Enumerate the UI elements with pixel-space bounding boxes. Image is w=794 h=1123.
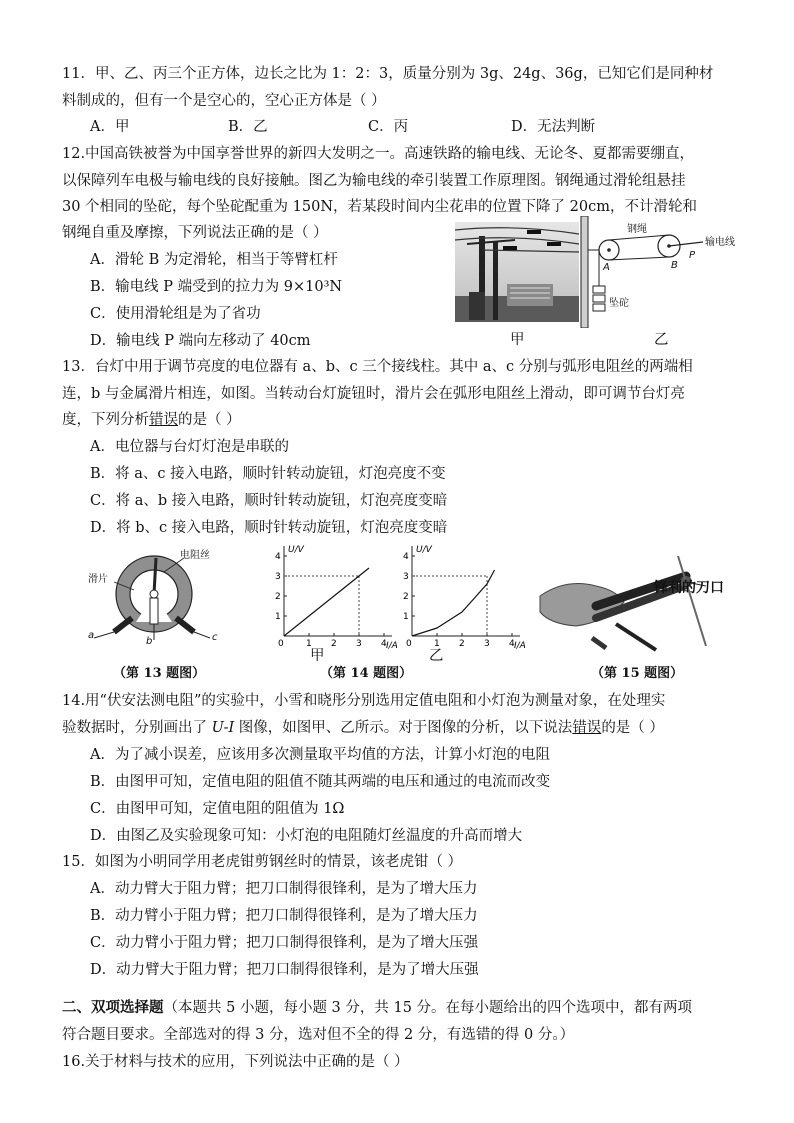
q12-photo-figure xyxy=(455,222,579,322)
x-axis-label: I/A xyxy=(514,641,526,651)
q14-option-d: D．由图乙及实验现象可知：小灯泡的电阻随灯丝温度的升高而增大 xyxy=(90,828,523,844)
q12-label-rope: 钢绳 xyxy=(627,224,647,235)
q12-fig-jia-label: 甲 xyxy=(510,332,525,348)
x-tick-label: 2 xyxy=(331,639,337,649)
q12-label-weight: 坠砣 xyxy=(609,298,629,309)
q14-fig-jia-label: 甲 xyxy=(310,648,325,664)
y-axis-label: U/V xyxy=(288,545,304,555)
q15-stem: 15．如图为小明同学用老虎钳剪钢丝时的情景，该老虎钳（ ） xyxy=(62,854,463,870)
y-tick-label: 1 xyxy=(403,612,409,622)
q11-option-d: D．无法判断 xyxy=(511,119,596,135)
q14-stem-2-mid: 图像，如图甲、乙所示。对于图像的分析，以下说法 xyxy=(234,720,573,736)
y-tick-label: 3 xyxy=(275,572,281,582)
q11-stem-2: 料制成的，但有一个是空心的，空心正方体是（ ） xyxy=(62,93,386,109)
q13-caption: （第 13 题图） xyxy=(113,666,206,681)
q14-option-c: C．由图甲可知，定值电阻的阻值为 1Ω xyxy=(90,801,345,817)
q13-option-b: B．将 a、c 接入电路，顺时针转动旋钮，灯泡亮度不变 xyxy=(90,466,446,482)
q13-stem-3-pre: 度，下列分析 xyxy=(62,412,149,428)
y-tick-label: 1 xyxy=(275,612,281,622)
x-tick-label: 3 xyxy=(484,639,490,649)
q13-label-slider: 滑片 xyxy=(88,574,108,585)
q11-option-a: A．甲 xyxy=(90,119,130,135)
q15-option-c: C．动力臂小于阻力臂；把刀口制得很锋利，是为了增大压强 xyxy=(90,935,479,951)
x-tick-label: 4 xyxy=(381,639,387,649)
origin-label: 0 xyxy=(278,639,284,649)
q12-option-c: C．使用滑轮组是为了省功 xyxy=(90,306,261,322)
q13-stem-1: 13．台灯中用于调节亮度的电位器有 a、b、c 三个接线柱。其中 a、c 分别与弧形电阻丝的两端相 xyxy=(62,359,693,375)
y-tick-label: 4 xyxy=(275,552,281,562)
q15-option-a: A．动力臂大于阻力臂；把刀口制得很锋利，是为了增大压力 xyxy=(90,881,478,897)
q12-stem-4: 钢绳自重及摩擦，下列说法正确的是（ ） xyxy=(62,225,328,241)
q15-caption: （第 15 题图） xyxy=(591,666,684,681)
y-tick-label: 2 xyxy=(403,592,409,602)
q14-caption: （第 14 题图） xyxy=(320,666,413,681)
y-axis-label: U/V xyxy=(416,545,432,555)
q12-pulley-diagram xyxy=(579,216,744,328)
q13-stem-2: 连，b 与金属滑片相连，如图。当转动台灯旋钮时，滑片会在弧形电阻丝上滑动，即可调节台灯亮 xyxy=(62,386,685,402)
x-tick-label: 1 xyxy=(306,639,312,649)
q13-stem-3-post: 的是（ ） xyxy=(178,412,241,428)
q14-stem-1: 14.用“伏安法测电阻”的实验中，小雪和晓彤分别选用定值电阻和小灯泡为测量对象，在处理实 xyxy=(62,693,666,709)
section2-heading xyxy=(62,998,692,1018)
q13-potentiometer-diagram xyxy=(84,548,234,648)
q12-label-p: P xyxy=(689,250,696,261)
q13-option-d: D．将 b、c 接入电路，顺时针转动旋钮，灯泡亮度变暗 xyxy=(90,520,448,536)
q12-stem-2: 以保障列车电极与输电线的良好接触。图乙为输电线的牵引装置工作原理图。钢绳通过滑轮组悬挂 xyxy=(62,173,686,189)
q14-stem-2-pre: 验数据时，分别画出了 xyxy=(62,720,212,736)
x-tick-label: 2 xyxy=(459,639,465,649)
q15-pliers-photo xyxy=(536,556,736,656)
y-tick-label: 2 xyxy=(275,592,281,602)
q12-fig-yi-label: 乙 xyxy=(654,332,669,348)
q15-option-d: D．动力臂大于阻力臂；把刀口制得很锋利，是为了增大压强 xyxy=(90,962,479,978)
q13-label-c: c xyxy=(212,632,218,643)
section2-instructions-2: 符合题目要求。全部选对的得 3 分，选对但不全的得 2 分，有选错的得 0 分。） xyxy=(62,1027,575,1043)
q12-option-b: B．输电线 P 端受到的拉力为 9×10³N xyxy=(90,279,343,295)
q12-stem-3: 30 个相同的坠砣，每个坠砣配重为 150N，若某段时间内尘花串的位置下降了 20cm，不计滑轮和 xyxy=(62,199,697,215)
q12-option-a: A．滑轮 B 为定滑轮，相当于等臂杠杆 xyxy=(90,252,338,268)
q14-stem-2-underline: 错误 xyxy=(572,720,602,736)
q12-stem-1: 12.中国高铁被誉为中国享誉世界的新四大发明之一。高速铁路的输电线、无论冬、夏都需要绷直， xyxy=(62,146,695,162)
q14-stem-2-post: 的是（ ） xyxy=(601,720,664,736)
q12-label-wire: 输电线 xyxy=(705,237,735,248)
x-axis-label: I/A xyxy=(386,641,398,651)
y-tick-label: 4 xyxy=(403,552,409,562)
series-line xyxy=(412,570,495,636)
q14-stem-2-italic: U-I xyxy=(211,720,235,736)
q12-label-b: B xyxy=(671,260,678,271)
q14-option-a: A．为了减小误差，应该用多次测量取平均值的方法，计算小灯泡的电阻 xyxy=(90,747,550,763)
q12-option-d: D．输电线 P 端向左移动了 40cm xyxy=(90,333,311,349)
q13-stem-3 xyxy=(62,410,241,430)
section2-instructions-1: （本题共 5 小题，每小题 3 分，共 15 分。在每小题给出的四个选项中，都有两项 xyxy=(163,1000,693,1016)
q13-option-a: A．电位器与台灯灯泡是串联的 xyxy=(90,439,289,455)
q15-option-b: B．动力臂小于阻力臂；把刀口制得很锋利，是为了增大压力 xyxy=(90,908,478,924)
q11-option-b: B．乙 xyxy=(228,119,268,135)
q14-chart-jia xyxy=(266,540,400,652)
origin-label: 0 xyxy=(406,639,412,649)
section2-title: 二、双项选择题 xyxy=(62,999,164,1016)
q16-stem: 16.关于材料与技术的应用，下列说法中正确的是（ ） xyxy=(62,1054,409,1070)
q12-label-a: A xyxy=(603,262,610,273)
q14-stem-2 xyxy=(62,718,664,738)
x-tick-label: 3 xyxy=(356,639,362,649)
q13-label-a: a xyxy=(88,630,95,641)
x-tick-label: 4 xyxy=(509,639,515,649)
series-line xyxy=(284,568,369,636)
q14-fig-yi-label: 乙 xyxy=(429,648,444,664)
y-tick-label: 3 xyxy=(403,572,409,582)
q11-option-c: C．丙 xyxy=(368,119,409,135)
q13-option-c: C．将 a、b 接入电路，顺时针转动旋钮，灯泡亮度变暗 xyxy=(90,493,448,509)
q15-label-blade: 锋利的刀口 xyxy=(654,580,724,596)
q13-stem-3-underline: 错误 xyxy=(149,412,178,428)
x-tick-label: 1 xyxy=(434,639,440,649)
q14-chart-yi xyxy=(394,540,528,652)
q14-option-b: B．由图甲可知，定值电阻的阻值不随其两端的电压和通过的电流而改变 xyxy=(90,774,551,790)
q13-label-b: b xyxy=(146,636,153,647)
q11-stem-1: 11．甲、乙、丙三个正方体，边长之比为 1：2：3，质量分别为 3g、24g、36g，已知它们是同种材 xyxy=(62,66,714,82)
q13-label-wire: 电阻丝 xyxy=(180,550,210,561)
